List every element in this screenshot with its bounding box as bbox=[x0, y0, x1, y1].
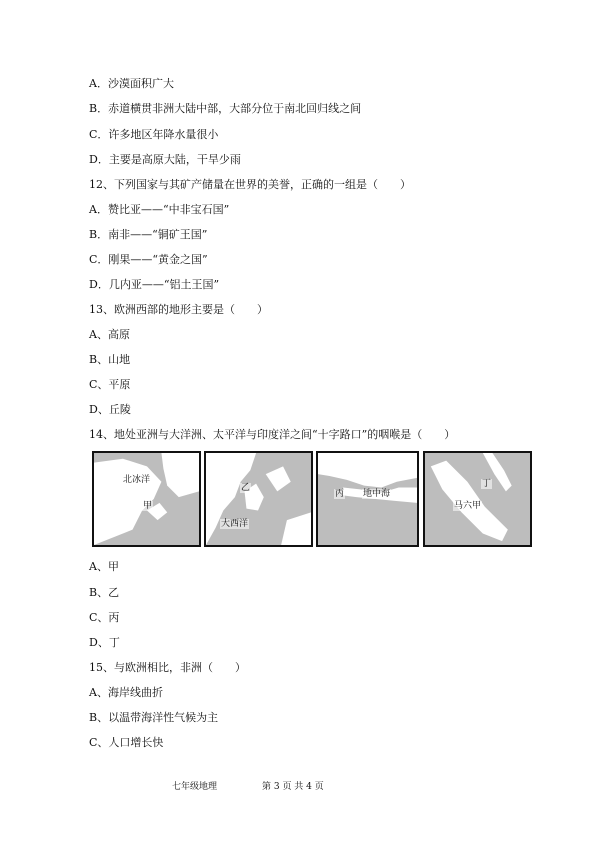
map-ding-label-strait: 马六甲 bbox=[454, 501, 482, 511]
q14-stem: 14、地处亚洲与大洋洲、太平洋与印度洋之间“十字路口”的咽喉是（ ） bbox=[89, 428, 456, 441]
map-bing-drawing bbox=[318, 453, 417, 545]
q15-option-c: C、人口增长快 bbox=[89, 736, 164, 749]
map-yi-label-ocean: 大西洋 bbox=[221, 519, 249, 529]
q15-stem: 15、与欧洲相比，非洲（ ） bbox=[89, 661, 246, 674]
footer-subject: 七年级地理 bbox=[172, 782, 218, 792]
q12-option-b: B．南非——“铜矿王国” bbox=[89, 228, 208, 241]
q12-option-c: C．刚果——“黄金之国” bbox=[89, 253, 208, 266]
q14-option-a: A、甲 bbox=[89, 560, 119, 573]
q12-option-a: A．赞比亚——“中非宝石国” bbox=[89, 203, 230, 216]
map-ding-drawing bbox=[425, 453, 530, 545]
map-jia bbox=[92, 451, 201, 547]
q11-option-d: D．主要是高原大陆，干旱少雨 bbox=[89, 153, 241, 166]
footer-page-number: 第 3 页 共 4 页 bbox=[262, 782, 324, 792]
strait-maps bbox=[92, 451, 532, 549]
map-bing-label-mark: 丙 bbox=[335, 489, 345, 499]
map-ding bbox=[423, 451, 532, 547]
map-jia-label-mark: 甲 bbox=[143, 501, 153, 511]
q15-option-a: A、海岸线曲折 bbox=[89, 686, 163, 699]
q11-option-b: B．赤道横贯非洲大陆中部，大部分位于南北回归线之间 bbox=[89, 102, 362, 115]
q12-stem: 12、下列国家与其矿产储量在世界的美誉，正确的一组是（ ） bbox=[89, 178, 411, 191]
q11-option-c: C．许多地区年降水量很小 bbox=[89, 128, 219, 141]
q13-option-a: A、高原 bbox=[89, 328, 130, 341]
q14-option-d: D、丁 bbox=[89, 636, 120, 649]
q15-option-b: B、以温带海洋性气候为主 bbox=[89, 711, 219, 724]
q14-option-c: C、丙 bbox=[89, 611, 120, 624]
q13-option-c: C、平原 bbox=[89, 378, 131, 391]
q11-option-a: A．沙漠面积广大 bbox=[89, 77, 174, 90]
q14-option-b: B、乙 bbox=[89, 586, 120, 599]
map-ding-label-mark: 丁 bbox=[482, 479, 492, 489]
map-jia-label-ocean: 北冰洋 bbox=[123, 475, 151, 485]
q12-option-d: D．几内亚——“铝土王国” bbox=[89, 278, 220, 291]
q13-option-b: B、山地 bbox=[89, 353, 131, 366]
map-yi-label-mark: 乙 bbox=[241, 483, 251, 493]
map-bing bbox=[316, 451, 419, 547]
q13-stem: 13、欧洲西部的地形主要是（ ） bbox=[89, 303, 268, 316]
map-yi bbox=[204, 451, 313, 547]
map-yi-drawing bbox=[206, 453, 311, 545]
q13-option-d: D、丘陵 bbox=[89, 403, 131, 416]
map-bing-label-sea: 地中海 bbox=[363, 489, 391, 499]
map-jia-drawing bbox=[94, 453, 199, 545]
